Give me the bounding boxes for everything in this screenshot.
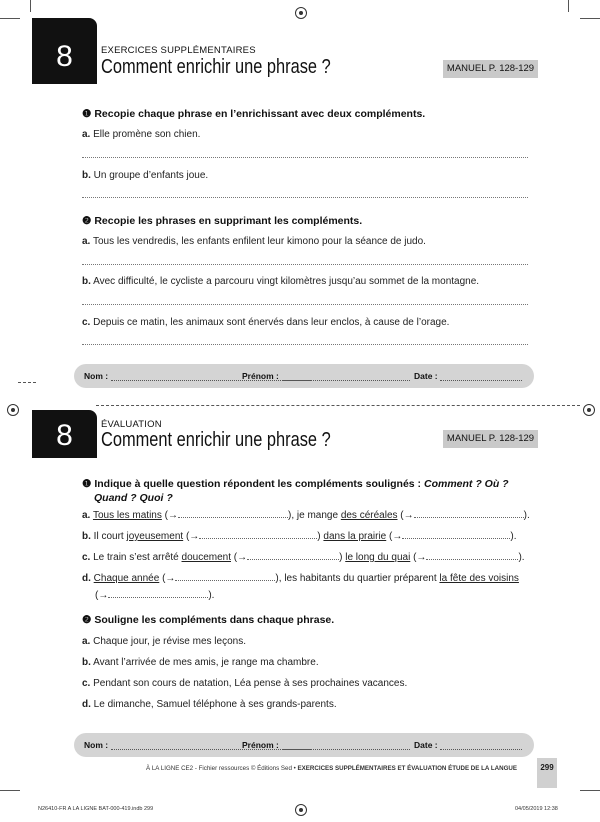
- underlined-complement: dans la prairie: [323, 531, 387, 542]
- chapter-number: 8: [32, 410, 97, 458]
- item-text: Avec difficulté, le cycliste a parcouru vingt kilomètres jusqu’au sommet de la montagne.: [93, 276, 480, 287]
- arrow-open: (→: [185, 531, 200, 542]
- exercise-1-instruction: [82, 108, 425, 120]
- bracket-close: ).: [523, 510, 530, 521]
- registration-mark-icon: [7, 404, 19, 416]
- answer-blank[interactable]: [402, 530, 510, 539]
- bracket-close: ).: [518, 552, 525, 563]
- item-letter: a.: [82, 636, 91, 647]
- sentence-item: [82, 551, 525, 563]
- sentence-item: [82, 236, 426, 247]
- item-letter: a.: [82, 129, 91, 140]
- item-text: Le dimanche, Samuel téléphone à ses grands-parents.: [93, 699, 337, 710]
- crop-mark: [580, 18, 600, 19]
- sentence-item: [82, 317, 449, 328]
- answer-blank[interactable]: [414, 509, 524, 518]
- page-title: Comment enrichir une phrase ?: [101, 429, 331, 451]
- file-info: N26410-FR A LA LIGNE BAT-000-419.indb 299: [38, 806, 154, 812]
- item-letter: c.: [82, 678, 91, 689]
- nom-field[interactable]: [111, 380, 311, 381]
- prenom-label: Prénom :: [242, 371, 279, 381]
- sentence-item: [82, 276, 479, 287]
- bracket-close: ).: [208, 590, 215, 601]
- item-letter: b.: [82, 531, 91, 542]
- sentence-item: [82, 530, 516, 542]
- bracket-close: ),: [275, 573, 282, 584]
- answer-blank[interactable]: [108, 589, 208, 598]
- name-bar: [74, 364, 534, 388]
- sentence-item: [82, 699, 337, 710]
- arrow-open: (→: [164, 510, 178, 521]
- crop-mark: [0, 790, 20, 791]
- item-letter: b.: [82, 276, 91, 287]
- sentence-item: [82, 129, 200, 140]
- date-label: Date :: [414, 740, 438, 750]
- item-text: Un groupe d’enfants joue.: [93, 170, 209, 181]
- arrow-open: (→: [400, 510, 414, 521]
- sentence-text: les habitants du quartier préparent: [284, 573, 437, 584]
- chapter-number: 8: [32, 18, 97, 84]
- item-letter: c.: [82, 552, 91, 563]
- bracket-close: ).: [510, 531, 517, 542]
- item-letter: d.: [82, 699, 91, 710]
- date-field[interactable]: [440, 380, 522, 381]
- answer-line[interactable]: [82, 157, 528, 158]
- arrow-open: (→: [413, 552, 427, 563]
- print-date: 04/05/2019 12:38: [515, 806, 558, 812]
- exercise-number: ❷: [82, 614, 92, 626]
- answer-line[interactable]: [82, 197, 528, 198]
- underlined-complement: des céréales: [340, 510, 398, 521]
- item-text: Elle promène son chien.: [93, 129, 201, 140]
- crop-mark: [0, 18, 20, 19]
- sentence-text: Le train s’est arrêté: [93, 552, 179, 563]
- prenom-field[interactable]: [282, 380, 410, 381]
- answer-blank[interactable]: [199, 530, 317, 539]
- exercise-2-instruction: [82, 215, 362, 227]
- footer-credit: [146, 765, 517, 772]
- answer-line[interactable]: [82, 264, 528, 265]
- item-letter: a.: [82, 236, 91, 247]
- sentence-item: [82, 657, 319, 668]
- crop-mark: [580, 790, 600, 791]
- bracket-close: ),: [288, 510, 295, 521]
- page-title: Comment enrichir une phrase ?: [101, 56, 331, 78]
- item-text: Pendant son cours de natation, Léa pense à ses prochaines vacances.: [93, 678, 408, 689]
- date-field[interactable]: [440, 749, 522, 750]
- item-letter: c.: [82, 317, 91, 328]
- underlined-complement: doucement: [181, 552, 231, 563]
- sentence-text: Il court: [93, 531, 124, 542]
- sentence-item: [82, 678, 407, 689]
- date-label: Date :: [414, 371, 438, 381]
- item-text: Depuis ce matin, les animaux sont énervés dans leur enclos, à cause de l’orage.: [93, 317, 450, 328]
- nom-field[interactable]: [111, 749, 311, 750]
- nom-label: Nom :: [84, 740, 109, 750]
- answer-line[interactable]: [82, 304, 528, 305]
- arrow-open: (→: [95, 590, 109, 601]
- sentence-item: [82, 170, 208, 181]
- item-letter: a.: [82, 510, 91, 521]
- name-bar: [74, 733, 534, 757]
- registration-mark-icon: [295, 804, 307, 816]
- arrow-open: (→: [389, 531, 403, 542]
- question-options: Comment ? Où ?: [423, 478, 509, 490]
- evaluation-1-instruction: [82, 477, 509, 505]
- exercise-number: ❶: [82, 478, 92, 490]
- sentence-item: [82, 572, 519, 584]
- question-text: Souligne les compléments dans chaque phrase.: [94, 614, 335, 626]
- manuel-reference: MANUEL P. 128-129: [443, 60, 538, 78]
- arrow-open: (→: [233, 552, 248, 563]
- registration-mark-icon: [583, 404, 595, 416]
- answer-blank[interactable]: [247, 551, 339, 560]
- item-text: Chaque jour, je révise mes leçons.: [93, 636, 246, 647]
- section-kicker: ÉVALUATION: [101, 419, 162, 430]
- underlined-complement: le long du quai: [345, 552, 411, 563]
- item-text: Tous les vendredis, les enfants enfilent leur kimono pour la séance de judo.: [92, 236, 426, 247]
- exercise-number: ❶: [82, 108, 92, 120]
- registration-mark-icon: [295, 7, 307, 19]
- underlined-complement: la fête des voisins: [439, 573, 519, 584]
- page-number: 299: [537, 758, 557, 788]
- answer-blank[interactable]: [178, 509, 288, 518]
- credit-section: EXERCICES SUPPLÉMENTAIRES ET ÉVALUATION ÉTUDE DE LA LANGUE: [297, 765, 517, 772]
- question-text: Recopie chaque phrase en l’enrichissant avec deux compléments.: [94, 108, 426, 120]
- sentence-item: [82, 509, 530, 521]
- manuel-reference: MANUEL P. 128-129: [443, 430, 538, 448]
- nom-label: Nom :: [84, 371, 109, 381]
- item-letter: d.: [82, 573, 91, 584]
- item-letter: b.: [82, 657, 91, 668]
- sentence-continuation: [95, 589, 214, 601]
- evaluation-2-instruction: [82, 614, 334, 626]
- answer-blank[interactable]: [175, 572, 275, 581]
- sentence-text: je mange: [296, 510, 339, 521]
- cut-line: [18, 382, 36, 383]
- question-text: Recopie les phrases en supprimant les compléments.: [94, 215, 363, 227]
- credit-text: À LA LIGNE CE2 - Fichier ressources © Éditions Sed •: [146, 765, 296, 772]
- arrow-open: (→: [162, 573, 176, 584]
- bracket-close: ): [339, 552, 343, 563]
- underlined-complement: Chaque année: [93, 573, 160, 584]
- exercise-number: ❷: [82, 215, 92, 227]
- item-text: Avant l’arrivée de mes amis, je range ma chambre.: [93, 657, 319, 668]
- question-options: Quand ? Quoi ?: [94, 492, 173, 504]
- crop-mark: [568, 0, 569, 12]
- question-text: Indique à quelle question répondent les compléments soulignés :: [94, 478, 422, 490]
- prenom-label: Prénom :: [242, 740, 279, 750]
- cut-line: [96, 405, 580, 406]
- underlined-complement: joyeusement: [126, 531, 184, 542]
- prenom-field[interactable]: [282, 749, 410, 750]
- underlined-complement: Tous les matins: [92, 510, 162, 521]
- answer-line[interactable]: [82, 344, 528, 345]
- section-kicker: EXERCICES SUPPLÉMENTAIRES: [101, 45, 256, 56]
- sentence-item: [82, 636, 246, 647]
- crop-mark: [30, 0, 31, 12]
- item-letter: b.: [82, 170, 91, 181]
- answer-blank[interactable]: [426, 551, 518, 560]
- bracket-close: ): [317, 531, 321, 542]
